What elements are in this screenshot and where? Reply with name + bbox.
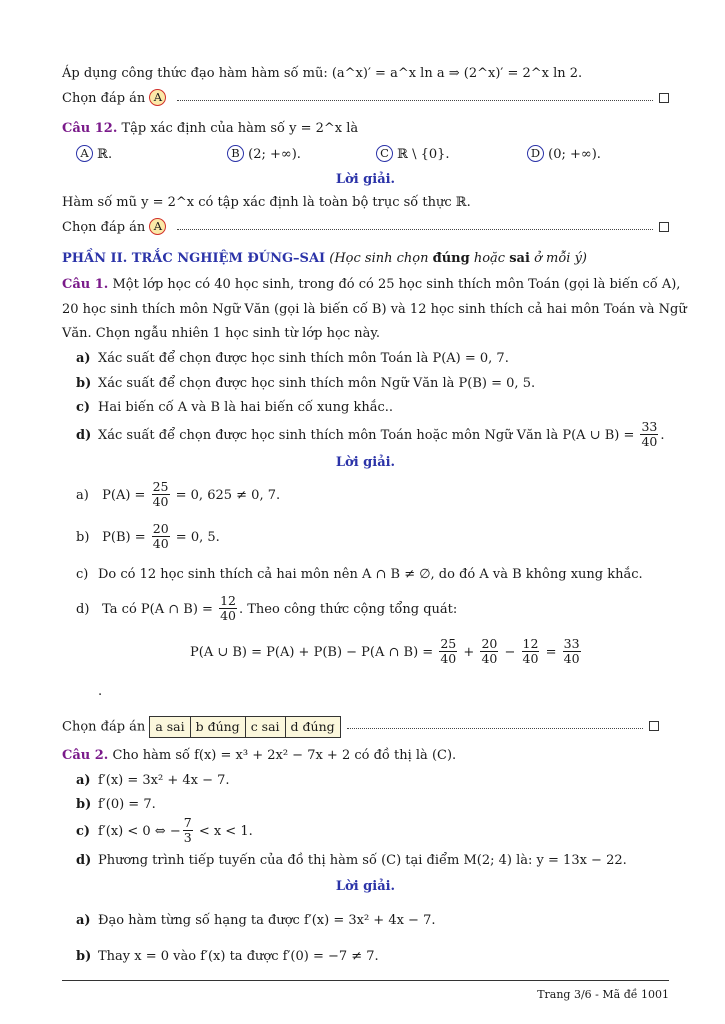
solution-text: P(A) = [102,488,146,503]
trailing-period: . [98,684,103,699]
statement-b [76,376,535,392]
solution-a [76,480,280,512]
statement-text: Xác suất để chọn được học sinh thích môn Toán là P(A) = 0, 7. [98,351,509,366]
statement-text: f′(x) < 0 ⇔ − [98,824,181,839]
checkbox-icon [649,721,659,731]
question-stem: Một lớp học có 40 học sinh, trong đó có 25 học sinh thích môn Toán (gọi là biến cố A), [112,277,681,292]
answer-cell: d đúng [285,717,340,738]
fraction: $\frac{33}{40}$ [563,636,580,666]
statement-key: d) [76,853,92,868]
statement-text: Hai biến cố A và B là hai biến cố xung khắc.. [98,400,394,415]
checkbox-icon [659,93,669,103]
answer-cell: b đúng [190,717,245,738]
solution-text: Đạo hàm từng số hạng ta được f′(x) = 3x² + 4x − 7. [98,913,436,928]
option-text: ℝ. [97,147,113,162]
statement-key: b) [76,376,92,391]
answer-badge: A [149,89,166,106]
solution-key: b) [76,530,90,545]
statement-a [76,773,230,789]
fraction: $\frac{25}{40}$ [440,636,457,666]
question-stem: Văn. Chọn ngẫu nhiên 1 học sinh từ lớp học này. [62,326,381,341]
statement-c [76,816,253,848]
solution-b [76,949,379,965]
derivative-formula-text: Áp dụng công thức đạo hàm hàm số mũ: (a^x)′ = a^x ln a ⇒ (2^x)′ = 2^x ln 2. [62,66,583,81]
solution-key: c) [76,567,89,582]
answer-table [149,716,340,738]
choose-answer-line [62,716,669,738]
option-a[interactable] [76,146,112,163]
statement-text: Xác suất để chọn được học sinh thích môn Toán hoặc môn Ngữ Văn là P(A ∪ B) = [98,428,635,443]
option-letter: C [376,145,393,162]
answer-badge: A [149,218,166,235]
statement-c [76,400,393,416]
solution-heading: Lời giải. [335,455,396,470]
option-d[interactable] [527,146,601,163]
question-label: Câu 12. [62,121,118,136]
part-title: PHẦN II. TRẮC NGHIỆM ĐÚNG–SAI [62,251,326,266]
part-note: (Học sinh chọn [329,251,429,266]
solution-key: a) [76,913,91,928]
question-1 [62,277,680,293]
option-letter: D [527,145,544,162]
solution-key: a) [76,488,89,503]
answer-cell: a sai [150,717,190,738]
solution-text: Ta có P(A ∩ B) = [102,602,213,617]
fraction: $\frac{12}{40}$ [522,636,539,666]
statement-text: < x < 1. [198,824,253,839]
equation-operator: = [545,645,557,660]
checkbox-icon [659,222,669,232]
dotted-leader [347,727,643,729]
fraction: $\frac{25}{40}$ [152,479,169,509]
equation-operator: + [463,645,475,660]
solution-text: = 0, 5. [175,530,220,545]
solution-key: b) [76,949,92,964]
part-note-bold: sai [509,251,530,266]
solution-text: = 0, 625 ≠ 0, 7. [175,488,281,503]
part-note-bold: đúng [432,251,470,266]
footer-rule [62,980,669,981]
statement-text: Phương trình tiếp tuyến của đồ thị hàm số (C) tại điểm M(2; 4) là: y = 13x − 22. [98,853,627,868]
statement-d [76,853,627,869]
fraction: $\frac{20}{40}$ [152,521,169,551]
question-12 [62,121,358,137]
fraction: $\frac{33}{40}$ [641,419,658,449]
question-label: Câu 2. [62,748,109,763]
statement-text: Xác suất để chọn được học sinh thích môn Ngữ Văn là P(B) = 0, 5. [98,376,536,391]
statement-text: f′(x) = 3x² + 4x − 7. [98,773,230,788]
statement-b [76,797,156,813]
choose-answer-label: Chọn đáp án [62,220,146,235]
fraction: $\frac{7}{3}$ [183,815,192,845]
statement-a [76,351,509,367]
question-stem: 20 học sinh thích môn Ngữ Văn (gọi là biến cố B) và 12 học sinh thích cả hai môn Toán và Ngữ [62,302,687,317]
part-note: hoặc [473,251,506,266]
option-b[interactable] [227,146,301,163]
dotted-leader [177,99,653,101]
statement-key: b) [76,797,92,812]
option-letter: A [76,145,93,162]
solution-b [76,522,220,554]
answer-cell: c sai [245,717,285,738]
solution-text: . Theo công thức cộng tổng quát: [239,602,458,617]
option-text: ℝ \ {0}. [397,147,450,162]
solution-a [76,913,436,929]
solution-text: P(B) = [102,530,146,545]
solution-text: Thay x = 0 vào f′(x) ta được f′(0) = −7 ≠ 7. [98,949,379,964]
solution-heading: Lời giải. [335,879,396,894]
solution-text: Hàm số mũ y = 2^x có tập xác định là toàn bộ trục số thực ℝ. [62,195,471,210]
question-stem: Cho hàm số f(x) = x³ + 2x² − 7x + 2 có đồ thị là (C). [112,748,457,763]
choose-answer-label: Chọn đáp án [62,719,146,735]
choose-answer-label: Chọn đáp án [62,91,146,106]
solution-text: Do có 12 học sinh thích cả hai môn nên A ∩ B ≠ ∅, do đó A và B không xung khắc. [98,567,643,582]
statement-text: f′(0) = 7. [98,797,156,812]
dotted-leader [177,228,653,230]
question-stem: Tập xác định của hàm số y = 2^x là [121,121,359,136]
option-text: (0; +∞). [548,147,601,162]
part-heading [62,251,587,267]
option-text: (2; +∞). [248,147,301,162]
solution-key: d) [76,602,90,617]
question-2 [62,748,456,764]
fraction: $\frac{20}{40}$ [481,636,498,666]
option-letter: B [227,145,244,162]
statement-key: a) [76,351,91,366]
statement-key: a) [76,773,91,788]
equation-operator: − [504,645,516,660]
statement-key: c) [76,400,91,415]
equation-text: P(A ∪ B) = P(A) + P(B) − P(A ∩ B) = [190,645,434,660]
display-equation [190,637,583,669]
statement-key: d) [76,428,92,443]
choose-answer-line [62,90,669,107]
solution-d [76,594,457,626]
solution-heading: Lời giải. [335,172,396,187]
fraction: $\frac{12}{40}$ [220,593,236,623]
statement-key: c) [76,824,91,839]
solution-c [76,567,643,583]
option-c[interactable] [376,146,450,163]
choose-answer-line [62,219,669,236]
part-note: ở mỗi ý) [534,251,588,266]
question-label: Câu 1. [62,277,109,292]
page-footer: Trang 3/6 - Mã đề 1001 [537,988,669,1001]
statement-d: d) Xác suất để chọn được học sinh thích môn Toán hoặc môn Ngữ Văn là P(A ∪ B) = $\frac{33}{40}$ . [76,420,665,452]
